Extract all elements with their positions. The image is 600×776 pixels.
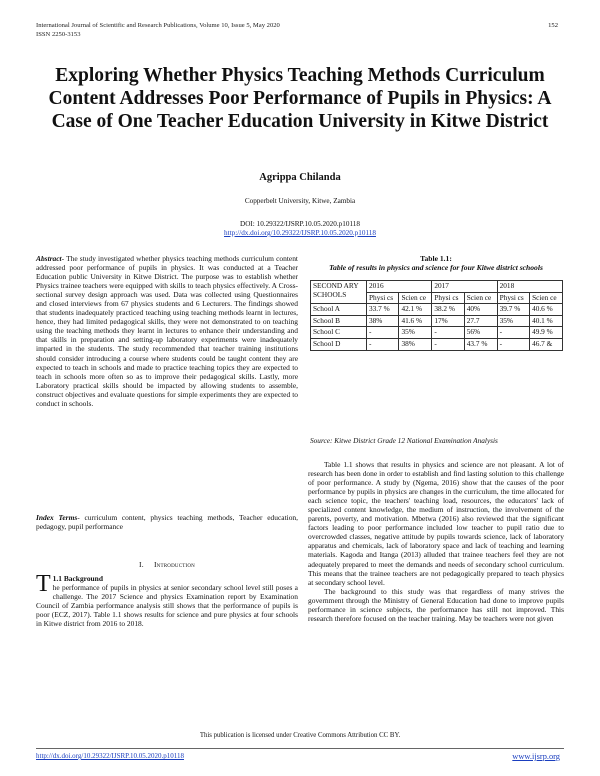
table-cell: 17% <box>432 315 464 327</box>
section-title: Introduction <box>153 560 195 569</box>
abstract <box>36 254 298 408</box>
footer-doi-link[interactable]: http://dx.doi.org/10.29322/IJSRP.10.05.2020.p10118 <box>36 752 184 760</box>
paragraph: Table 1.1 shows that results in physics and science are not pleasant. A lot of research has been done in order to establish and find lasting solution to this challenge of poor performance. A study by (Ngema, 2016) show that the causes of the poor performance by pupils in physics are changes in the curriculum, the time allocated for each science topic, the teachers' teaching load, resources, the educators' lack of specialized content knowledge, the medium of instruction, the involvement of the parents, poverty, and motivation. Mbetwa (2016) also reviewed that the significant factors leading to poor performance included low teacher to pupil ratio due to overcrowded classes, negative attitude by pupils towards science, lack of laboratory apparatus and chemicals, lack of laboratory space and lack of teaching and learning materials. Kagoda and Itanga (2013) alluded that trainee teachers feel they are not adequately prepared to meet the demands and needs of secondary school curriculum. This means that the trainee teachers are not pedagogically prepared to teach physics at secondary school level. <box>308 460 564 587</box>
subject-header: Scien ce <box>464 292 497 304</box>
doi-block <box>0 220 600 238</box>
background-text: he performance of pupils in physics at senior secondary school level still poses a challenge. The 2017 Science and physics Examination report by Examination Council of Zambia performance analysis still shows that the performance of pupils is poor (ECZ, 2017). Table 1.1 shows results for science and pure physics at four schools in Kitwe district from 2016 to 2018. <box>36 583 298 629</box>
table-cell: 40.1 % <box>530 315 563 327</box>
table-cell: 38.2 % <box>432 304 464 316</box>
year-header: 2018 <box>497 281 562 293</box>
paragraph: The background to this study was that regardless of many strives the government through the Ministry of General Education had done to improve pupils performance in science subjects, the performance has still not improved. This research therefore focused on the teacher training. May be teachers were not given <box>308 586 564 623</box>
results-table <box>310 280 563 351</box>
footer-divider <box>36 748 564 749</box>
table-cell: 33.7 % <box>367 304 399 316</box>
license-note: This publication is licensed under Creative Commons Attribution CC BY. <box>199 732 401 739</box>
table-source: Source: Kitwe District Grade 12 National Examination Analysis <box>310 436 498 445</box>
table-cell: 41.6 % <box>399 315 432 327</box>
table-label: Table 1.1: <box>420 254 452 263</box>
table-cell: 42.1 % <box>399 304 432 316</box>
table-cell: 40% <box>464 304 497 316</box>
table-cell: 40.6 % <box>530 304 563 316</box>
table-cell: 39.7 % <box>497 304 529 316</box>
table-cell: 35% <box>497 315 529 327</box>
index-terms-text: - curriculum content, physics teaching methods, Teacher education, pedagogy, pupil performance <box>36 513 298 532</box>
table-cell: - <box>497 338 529 350</box>
table-caption <box>308 254 564 273</box>
table-cell: 46.7 & <box>530 338 563 350</box>
section-heading <box>36 560 298 569</box>
table-cell: - <box>367 338 399 350</box>
journal-website-link[interactable]: www.ijsrp.org <box>512 752 560 761</box>
school-name: School D <box>311 338 367 350</box>
table-cell: 56% <box>464 327 497 339</box>
table-row <box>311 281 563 293</box>
table-cell: - <box>497 327 529 339</box>
paper-title: Exploring Whether Physics Teaching Methods Curriculum Content Addresses Poor Performance of Pupils in Physics: A Case of One Teacher Education University in Kitwe District <box>48 65 552 132</box>
index-terms <box>36 513 298 531</box>
year-header: 2016 <box>367 281 432 293</box>
subject-header: Physi cs <box>497 292 529 304</box>
table-row <box>311 315 563 327</box>
table-corner-cell: SECOND ARY SCHOOLS <box>311 281 367 304</box>
affiliation: Copperbelt University, Kitwe, Zambia <box>244 197 356 205</box>
drop-cap: T <box>36 571 51 597</box>
school-name: School B <box>311 315 367 327</box>
journal-header: International Journal of Scientific and Research Publications, Volume 10, Issue 5, May 2020 <box>36 22 280 29</box>
school-name: School C <box>311 327 367 339</box>
table-cell: - <box>367 327 399 339</box>
doi-link[interactable]: http://dx.doi.org/10.29322/IJSRP.10.05.2020.p10118 <box>224 229 376 237</box>
author-name: Agrippa Chilanda <box>259 172 341 183</box>
table-cell: 38% <box>399 338 432 350</box>
table-cell: 38% <box>367 315 399 327</box>
table-cell: - <box>432 338 464 350</box>
section-number: I. <box>139 560 144 569</box>
school-name: School A <box>311 304 367 316</box>
table-row <box>311 327 563 339</box>
table-title: Table of results in physics and science for four Kitwe district schools <box>329 263 543 273</box>
subject-header: Physi cs <box>432 292 464 304</box>
abstract-label: Abstract <box>36 254 62 263</box>
abstract-text: - The study investigated whether physics teaching methods curriculum content addressed poor performance of pupils in physics. It was conducted at a Teacher Education public University in Kitwe District. The purpose was to establish whether Physics trainee teachers were equipped with skills to teach physics effectively. A Cross-sectional survey design approach was used. Data was collected using Questionnaires and closed interviews from 67 physics students and 6 Lecturers. The findings showed that students inadequately practiced teaching using teaching methods learnt in lectures, hence, they had limited pedagogical skills, they were not demonstrated to on teaching using the teaching methods they learnt in lectures to enhance their understanding and that skills in preparation and setting-up laboratory experiments were inadequately imparted in the students. The study recommended that teacher training institutions should consider introducing a course where students could be taught content they are expected to teach in schools and made to practice teaching topics they are expected to teach in schools more often so as to improve their pedagogical skills. Lastly, more Laboratory practical skills should be impacted by allowing students to assemble, construct objectives and evaluate questions for simple experiments they are expected to conduct in schools. <box>36 254 298 408</box>
subject-header: Scien ce <box>399 292 432 304</box>
table-row <box>311 338 563 350</box>
doi-text: DOI: 10.29322/IJSRP.10.05.2020.p10118 <box>240 220 360 228</box>
background-heading: 1.1 Background <box>52 574 103 583</box>
issn: ISSN 2250-3153 <box>36 31 81 38</box>
index-terms-label: Index Terms <box>36 513 78 522</box>
page-number: 152 <box>548 22 558 29</box>
year-header: 2017 <box>432 281 497 293</box>
table-cell: 49.9 % <box>530 327 563 339</box>
table-row <box>311 304 563 316</box>
table-cell: - <box>432 327 464 339</box>
subject-header: Scien ce <box>530 292 563 304</box>
table-cell: 35% <box>399 327 432 339</box>
table-cell: 43.7 % <box>464 338 497 350</box>
table-cell: 27.7 <box>464 315 497 327</box>
subject-header: Physi cs <box>367 292 399 304</box>
body-text-right <box>308 460 564 623</box>
background-section <box>36 571 298 629</box>
